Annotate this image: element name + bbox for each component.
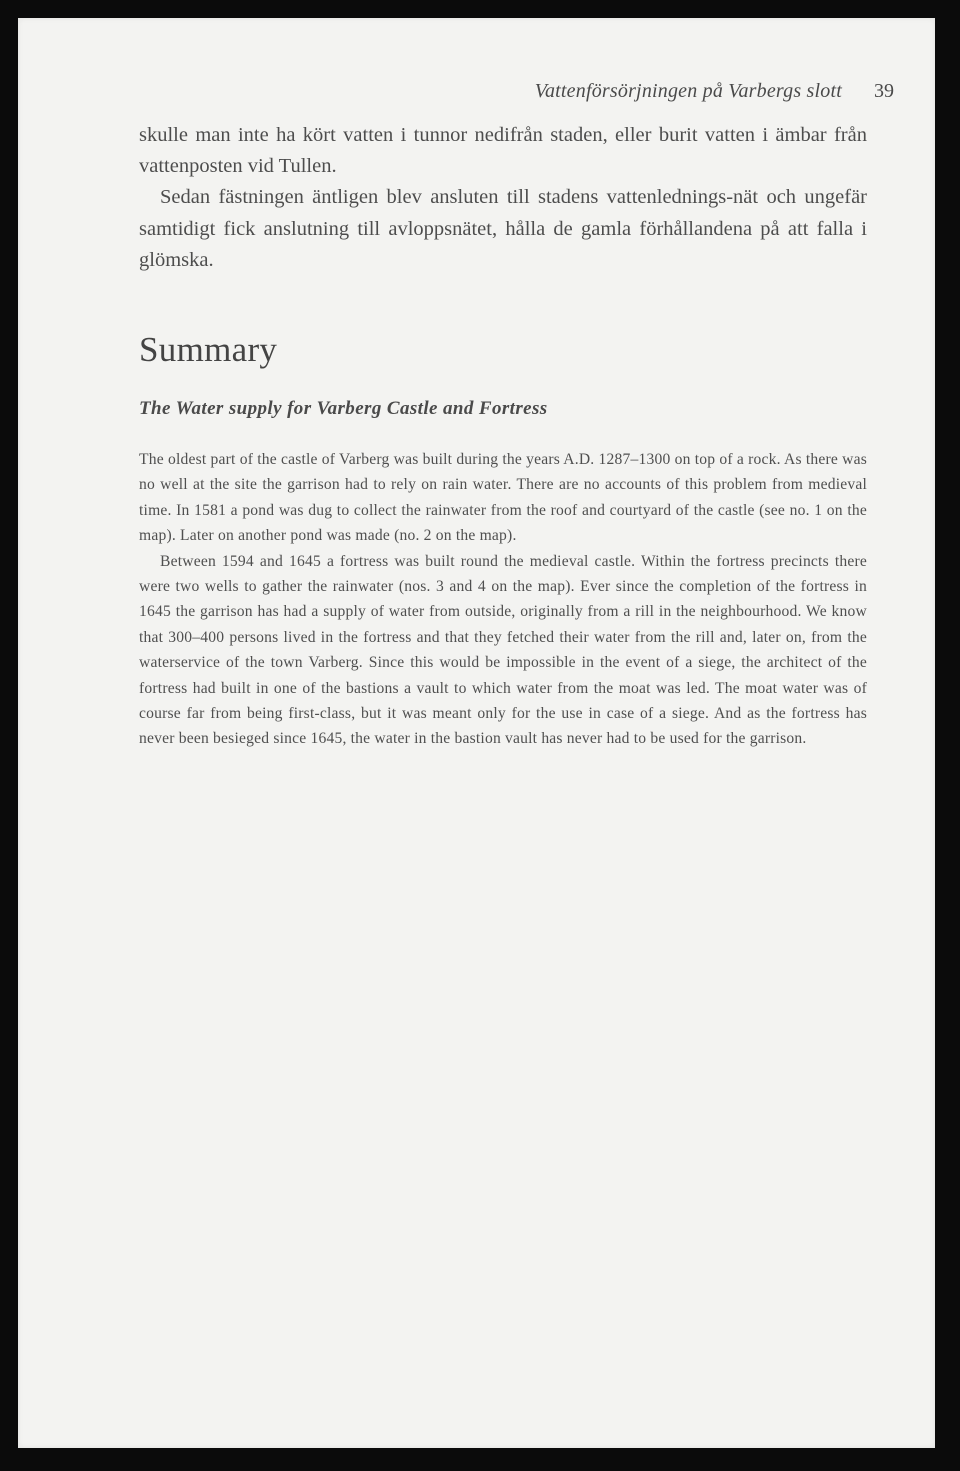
- summary-paragraph-1: The oldest part of the castle of Varberg was built during the years A.D. 1287–1300 on top of a rock. As there was no well at the site the garrison had to rely on rain water. There are no accounts of this problem from medieval time. In 1581 a pond was dug to collect the rainwater from the roof and courtyard of the castle (see no. 1 on the map). Later on another pond was made (no. 2 on the map).: [139, 451, 867, 545]
- scanned-page: [18, 18, 935, 1448]
- summary-heading: Summary: [139, 330, 278, 369]
- running-title: Vattenförsörjningen på Varbergs slott: [534, 80, 842, 102]
- page-number: 39: [874, 80, 894, 102]
- swedish-body-text: [139, 120, 867, 276]
- summary-subtitle: The Water supply for Varberg Castle and Fortress: [139, 398, 548, 419]
- swedish-paragraph-2: Sedan fästningen äntligen blev ansluten till stadens vattenlednings-nät och ungefär samtidigt fick anslutning till avloppsnätet, hålla de gamla förhållandena på att falla i glömska.: [139, 186, 867, 271]
- summary-paragraph-2: Between 1594 and 1645 a fortress was built round the medieval castle. Within the fortress precincts there were two wells to gather the rainwater (nos. 3 and 4 on the map). Ever since the completion of the fortress in 1645 the garrison has had a supply of water from outside, originally from a rill in the neighbourhood. We know that 300–400 persons lived in the fortress and that they fetched their water from the rill and, later on, from the waterservice of the town Varberg. Since this would be impossible in the event of a siege, the architect of the fortress had built in one of the bastions a vault to which water from the moat was led. The moat water was of course far from being first-class, but it was meant only for the use in case of a siege. And as the fortress has never been besieged since 1645, the water in the bastion vault has never had to be used for the garrison.: [139, 552, 867, 748]
- page-header: [139, 80, 894, 106]
- swedish-paragraph-1: skulle man inte ha kört vatten i tunnor nedifrån staden, eller burit vatten i ämbar från vattenposten vid Tullen.: [139, 124, 867, 178]
- summary-body-text: [139, 447, 867, 752]
